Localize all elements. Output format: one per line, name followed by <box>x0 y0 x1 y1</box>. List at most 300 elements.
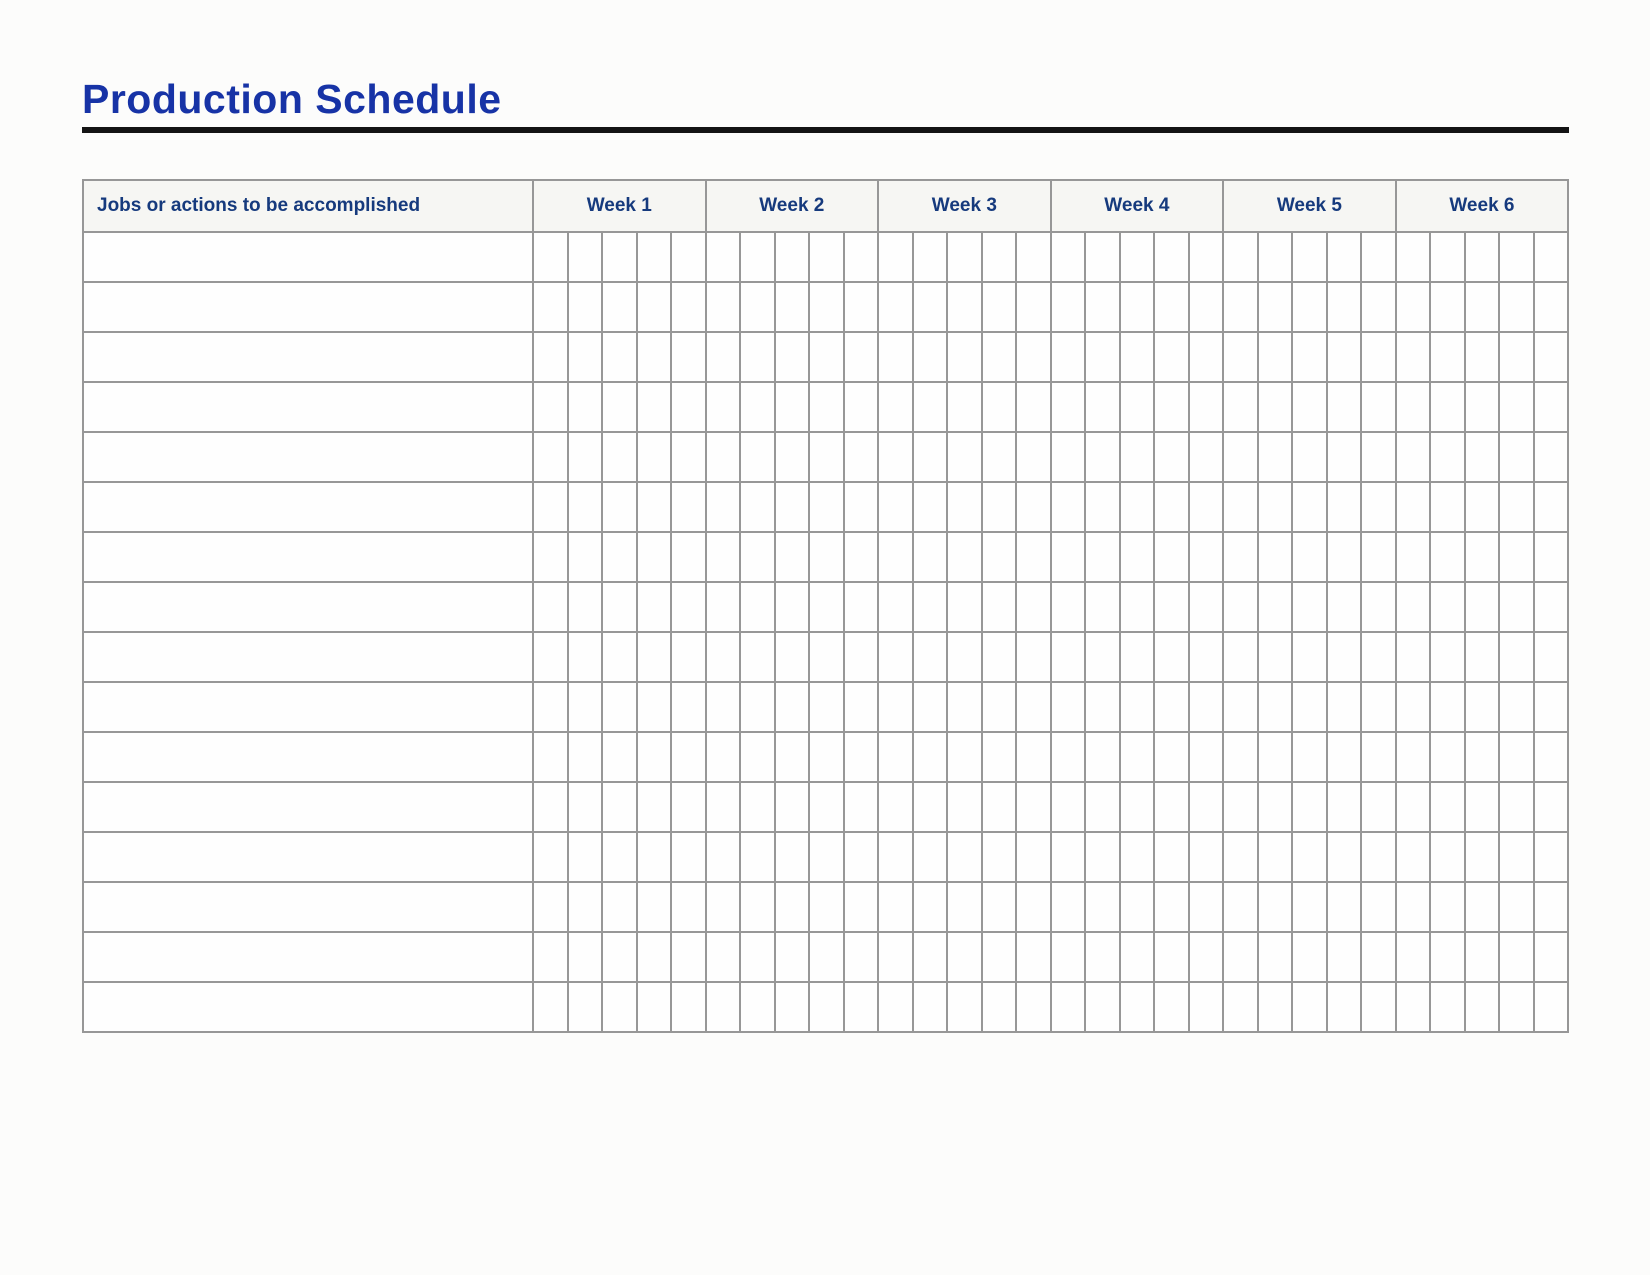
grid-cell <box>913 832 948 882</box>
grid-cell <box>1465 282 1500 332</box>
grid-cell <box>775 532 810 582</box>
grid-cell <box>809 332 844 382</box>
grid-cell <box>1154 532 1189 582</box>
grid-cell <box>844 532 879 582</box>
grid-cell <box>568 382 603 432</box>
grid-cell <box>982 532 1017 582</box>
grid-cell <box>1051 932 1086 982</box>
job-action-cell <box>83 232 533 282</box>
grid-cell <box>809 732 844 782</box>
grid-cell <box>637 732 672 782</box>
grid-cell <box>740 332 775 382</box>
grid-cell <box>1361 682 1396 732</box>
grid-cell <box>947 882 982 932</box>
grid-cell <box>1396 632 1431 682</box>
grid-cell <box>1016 282 1051 332</box>
grid-cell <box>1120 782 1155 832</box>
grid-cell <box>1327 832 1362 882</box>
grid-cell <box>878 532 913 582</box>
grid-cell <box>1120 982 1155 1032</box>
grid-cell <box>568 732 603 782</box>
jobs-column-header: Jobs or actions to be accomplished <box>83 180 533 232</box>
grid-cell <box>1016 732 1051 782</box>
grid-cell <box>740 782 775 832</box>
grid-cell <box>982 782 1017 832</box>
grid-cell <box>1154 332 1189 382</box>
grid-cell <box>1223 332 1258 382</box>
grid-cell <box>1396 282 1431 332</box>
grid-cell <box>844 682 879 732</box>
grid-cell <box>1327 382 1362 432</box>
grid-cell <box>533 882 568 932</box>
title-underline-rule <box>82 127 1569 133</box>
grid-cell <box>1465 632 1500 682</box>
grid-cell <box>1085 732 1120 782</box>
grid-cell <box>844 232 879 282</box>
table-row <box>83 632 1568 682</box>
grid-cell <box>809 232 844 282</box>
grid-cell <box>740 682 775 732</box>
grid-cell <box>1361 282 1396 332</box>
grid-cell <box>1499 682 1534 732</box>
grid-cell <box>1223 932 1258 982</box>
grid-cell <box>1258 432 1293 482</box>
week-header-3: Week 3 <box>878 180 1051 232</box>
grid-cell <box>1016 982 1051 1032</box>
grid-cell <box>1465 582 1500 632</box>
grid-cell <box>1361 482 1396 532</box>
grid-cell <box>1292 582 1327 632</box>
grid-cell <box>1258 882 1293 932</box>
grid-cell <box>637 532 672 582</box>
grid-cell <box>1292 682 1327 732</box>
grid-cell <box>947 432 982 482</box>
grid-cell <box>1430 732 1465 782</box>
grid-cell <box>1189 632 1224 682</box>
grid-cell <box>1465 732 1500 782</box>
grid-cell <box>775 632 810 682</box>
grid-cell <box>1327 682 1362 732</box>
grid-cell <box>637 432 672 482</box>
grid-cell <box>775 232 810 282</box>
grid-cell <box>1499 282 1534 332</box>
grid-cell <box>1016 932 1051 982</box>
grid-cell <box>602 482 637 532</box>
grid-cell <box>671 982 706 1032</box>
grid-cell <box>982 832 1017 882</box>
grid-cell <box>1051 782 1086 832</box>
grid-cell <box>913 282 948 332</box>
grid-cell <box>1154 882 1189 932</box>
table-row <box>83 432 1568 482</box>
grid-cell <box>878 882 913 932</box>
grid-cell <box>1396 582 1431 632</box>
job-action-cell <box>83 382 533 432</box>
job-action-cell <box>83 432 533 482</box>
grid-cell <box>1327 582 1362 632</box>
table-row <box>83 832 1568 882</box>
table-row <box>83 932 1568 982</box>
grid-cell <box>1258 332 1293 382</box>
grid-cell <box>1016 532 1051 582</box>
grid-cell <box>809 832 844 882</box>
grid-cell <box>1085 532 1120 582</box>
grid-cell <box>706 532 741 582</box>
grid-cell <box>740 932 775 982</box>
grid-cell <box>1396 482 1431 532</box>
grid-cell <box>1465 932 1500 982</box>
grid-cell <box>602 432 637 482</box>
grid-cell <box>602 382 637 432</box>
grid-cell <box>568 232 603 282</box>
grid-cell <box>1396 932 1431 982</box>
grid-cell <box>1120 682 1155 732</box>
grid-cell <box>1051 732 1086 782</box>
grid-cell <box>568 832 603 882</box>
grid-cell <box>1430 782 1465 832</box>
grid-cell <box>1292 332 1327 382</box>
grid-cell <box>775 432 810 482</box>
grid-cell <box>740 982 775 1032</box>
grid-cell <box>1361 332 1396 382</box>
grid-cell <box>1189 882 1224 932</box>
grid-cell <box>1327 332 1362 382</box>
grid-cell <box>1327 732 1362 782</box>
grid-cell <box>1292 932 1327 982</box>
grid-cell <box>1465 382 1500 432</box>
table-row <box>83 232 1568 282</box>
grid-cell <box>1154 482 1189 532</box>
grid-cell <box>947 782 982 832</box>
grid-cell <box>913 682 948 732</box>
grid-cell <box>844 382 879 432</box>
grid-cell <box>809 382 844 432</box>
grid-cell <box>568 432 603 482</box>
grid-cell <box>671 682 706 732</box>
grid-cell <box>1396 982 1431 1032</box>
grid-cell <box>1258 232 1293 282</box>
grid-cell <box>1292 382 1327 432</box>
grid-cell <box>913 532 948 582</box>
grid-cell <box>1016 432 1051 482</box>
grid-cell <box>1120 282 1155 332</box>
grid-cell <box>1534 582 1569 632</box>
grid-cell <box>982 232 1017 282</box>
grid-cell <box>1534 632 1569 682</box>
grid-cell <box>1499 932 1534 982</box>
grid-cell <box>602 582 637 632</box>
grid-cell <box>1396 832 1431 882</box>
table-row <box>83 882 1568 932</box>
grid-cell <box>1465 882 1500 932</box>
grid-cell <box>1430 282 1465 332</box>
grid-cell <box>844 982 879 1032</box>
grid-cell <box>1051 232 1086 282</box>
grid-cell <box>1327 782 1362 832</box>
grid-cell <box>809 432 844 482</box>
grid-cell <box>1361 232 1396 282</box>
job-action-cell <box>83 832 533 882</box>
grid-cell <box>1465 832 1500 882</box>
grid-cell <box>913 882 948 932</box>
grid-cell <box>1430 332 1465 382</box>
grid-cell <box>533 682 568 732</box>
grid-cell <box>533 982 568 1032</box>
grid-cell <box>602 932 637 982</box>
grid-cell <box>775 982 810 1032</box>
grid-cell <box>1189 932 1224 982</box>
grid-cell <box>1534 732 1569 782</box>
table-row <box>83 582 1568 632</box>
grid-cell <box>1499 432 1534 482</box>
grid-cell <box>982 682 1017 732</box>
grid-cell <box>568 882 603 932</box>
table-row <box>83 782 1568 832</box>
grid-cell <box>740 732 775 782</box>
grid-cell <box>706 632 741 682</box>
grid-cell <box>1189 332 1224 382</box>
grid-cell <box>671 832 706 882</box>
grid-cell <box>913 632 948 682</box>
grid-cell <box>1223 632 1258 682</box>
grid-cell <box>809 882 844 932</box>
grid-cell <box>1430 982 1465 1032</box>
grid-cell <box>1534 532 1569 582</box>
grid-cell <box>1361 532 1396 582</box>
grid-cell <box>1016 332 1051 382</box>
grid-cell <box>1154 982 1189 1032</box>
grid-cell <box>1258 382 1293 432</box>
grid-cell <box>775 882 810 932</box>
grid-cell <box>1189 532 1224 582</box>
grid-cell <box>1465 532 1500 582</box>
grid-cell <box>1154 732 1189 782</box>
grid-cell <box>809 532 844 582</box>
grid-cell <box>1361 382 1396 432</box>
grid-cell <box>1051 532 1086 582</box>
grid-cell <box>1361 732 1396 782</box>
grid-cell <box>878 432 913 482</box>
grid-cell <box>1534 282 1569 332</box>
grid-cell <box>1016 782 1051 832</box>
grid-cell <box>1223 832 1258 882</box>
grid-cell <box>1258 782 1293 832</box>
grid-cell <box>671 732 706 782</box>
grid-cell <box>947 582 982 632</box>
grid-cell <box>1396 682 1431 732</box>
grid-cell <box>809 782 844 832</box>
grid-cell <box>602 332 637 382</box>
grid-cell <box>1430 532 1465 582</box>
grid-cell <box>775 382 810 432</box>
grid-cell <box>982 982 1017 1032</box>
grid-cell <box>1016 632 1051 682</box>
grid-cell <box>982 732 1017 782</box>
grid-cell <box>1189 782 1224 832</box>
grid-cell <box>1499 382 1534 432</box>
grid-cell <box>671 382 706 432</box>
job-action-cell <box>83 482 533 532</box>
grid-cell <box>1327 482 1362 532</box>
grid-cell <box>775 732 810 782</box>
grid-cell <box>1258 282 1293 332</box>
grid-cell <box>947 932 982 982</box>
grid-cell <box>1189 282 1224 332</box>
week-header-1: Week 1 <box>533 180 706 232</box>
grid-cell <box>706 482 741 532</box>
grid-cell <box>1189 682 1224 732</box>
grid-cell <box>1189 832 1224 882</box>
grid-cell <box>637 382 672 432</box>
job-action-cell <box>83 932 533 982</box>
grid-cell <box>878 682 913 732</box>
grid-cell <box>740 282 775 332</box>
grid-cell <box>740 632 775 682</box>
grid-cell <box>1189 382 1224 432</box>
grid-cell <box>533 582 568 632</box>
grid-cell <box>1499 832 1534 882</box>
grid-cell <box>1465 782 1500 832</box>
grid-cell <box>637 782 672 832</box>
grid-cell <box>533 732 568 782</box>
grid-cell <box>1223 582 1258 632</box>
grid-cell <box>1016 832 1051 882</box>
job-action-cell <box>83 682 533 732</box>
grid-cell <box>913 582 948 632</box>
grid-cell <box>1327 632 1362 682</box>
grid-cell <box>533 432 568 482</box>
grid-cell <box>671 532 706 582</box>
grid-cell <box>637 232 672 282</box>
grid-cell <box>568 532 603 582</box>
job-action-cell <box>83 632 533 682</box>
grid-cell <box>1361 982 1396 1032</box>
grid-cell <box>740 832 775 882</box>
grid-cell <box>602 282 637 332</box>
grid-cell <box>1430 632 1465 682</box>
grid-cell <box>602 232 637 282</box>
grid-cell <box>1292 632 1327 682</box>
grid-cell <box>1223 982 1258 1032</box>
grid-cell <box>1154 582 1189 632</box>
grid-cell <box>1258 982 1293 1032</box>
grid-cell <box>1292 832 1327 882</box>
grid-cell <box>775 832 810 882</box>
grid-cell <box>1051 582 1086 632</box>
table-row <box>83 282 1568 332</box>
week-header-2: Week 2 <box>706 180 879 232</box>
grid-cell <box>568 332 603 382</box>
grid-cell <box>775 682 810 732</box>
grid-cell <box>1120 582 1155 632</box>
grid-cell <box>671 782 706 832</box>
grid-cell <box>602 982 637 1032</box>
job-action-cell <box>83 982 533 1032</box>
grid-cell <box>775 482 810 532</box>
grid-cell <box>1085 882 1120 932</box>
grid-cell <box>878 782 913 832</box>
grid-cell <box>844 332 879 382</box>
grid-cell <box>1051 882 1086 932</box>
grid-cell <box>533 532 568 582</box>
grid-cell <box>1085 482 1120 532</box>
grid-cell <box>671 282 706 332</box>
grid-cell <box>913 232 948 282</box>
grid-cell <box>1016 482 1051 532</box>
grid-cell <box>1154 232 1189 282</box>
grid-cell <box>947 532 982 582</box>
table-row <box>83 332 1568 382</box>
grid-cell <box>947 232 982 282</box>
grid-cell <box>740 532 775 582</box>
grid-cell <box>1189 432 1224 482</box>
grid-cell <box>1120 232 1155 282</box>
grid-cell <box>637 882 672 932</box>
grid-cell <box>740 882 775 932</box>
grid-cell <box>1051 632 1086 682</box>
grid-cell <box>1499 482 1534 532</box>
grid-cell <box>1534 932 1569 982</box>
grid-cell <box>671 882 706 932</box>
grid-cell <box>1396 782 1431 832</box>
grid-cell <box>947 982 982 1032</box>
grid-cell <box>982 632 1017 682</box>
grid-cell <box>1120 732 1155 782</box>
grid-cell <box>1189 232 1224 282</box>
grid-cell <box>1465 682 1500 732</box>
grid-cell <box>1189 982 1224 1032</box>
grid-cell <box>878 282 913 332</box>
grid-cell <box>1120 382 1155 432</box>
grid-cell <box>706 432 741 482</box>
grid-cell <box>568 782 603 832</box>
grid-cell <box>1085 632 1120 682</box>
grid-cell <box>637 982 672 1032</box>
grid-cell <box>1258 682 1293 732</box>
grid-cell <box>1327 882 1362 932</box>
grid-cell <box>947 282 982 332</box>
grid-cell <box>1430 682 1465 732</box>
grid-cell <box>1154 632 1189 682</box>
grid-cell <box>1085 982 1120 1032</box>
grid-cell <box>1396 882 1431 932</box>
grid-cell <box>913 782 948 832</box>
table-row <box>83 982 1568 1032</box>
grid-cell <box>1499 882 1534 932</box>
grid-cell <box>602 782 637 832</box>
grid-cell <box>982 332 1017 382</box>
grid-cell <box>1361 632 1396 682</box>
grid-cell <box>533 782 568 832</box>
grid-cell <box>878 382 913 432</box>
grid-cell <box>913 982 948 1032</box>
grid-cell <box>706 282 741 332</box>
grid-cell <box>1430 582 1465 632</box>
job-action-cell <box>83 532 533 582</box>
grid-cell <box>1396 232 1431 282</box>
grid-cell <box>809 582 844 632</box>
grid-cell <box>533 632 568 682</box>
grid-cell <box>671 932 706 982</box>
grid-cell <box>637 282 672 332</box>
grid-cell <box>1499 332 1534 382</box>
grid-cell <box>1120 832 1155 882</box>
grid-cell <box>1465 482 1500 532</box>
grid-cell <box>740 482 775 532</box>
grid-cell <box>1327 982 1362 1032</box>
grid-cell <box>637 632 672 682</box>
grid-cell <box>1051 482 1086 532</box>
